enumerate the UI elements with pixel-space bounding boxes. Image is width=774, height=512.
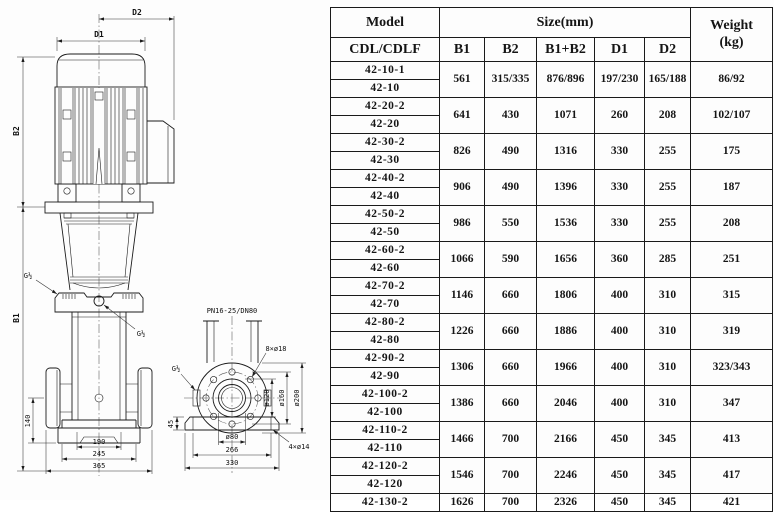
value-cell-b1b2: 1886 <box>537 314 595 350</box>
table-row <box>331 422 773 440</box>
spec-table-wrap <box>330 7 773 512</box>
model-cell: 42-40-2 <box>331 170 440 188</box>
dia-200-label: ø200 <box>293 389 301 407</box>
header-model: Model <box>331 8 440 38</box>
dim-266-label: 266 <box>225 446 239 454</box>
pipe-section <box>203 321 262 363</box>
terminal-box <box>147 121 174 183</box>
value-cell-d1: 330 <box>595 206 645 242</box>
model-cell: 42-50 <box>331 224 440 242</box>
value-cell-weight: 187 <box>691 170 773 206</box>
value-cell-b1b2: 2326 <box>537 494 595 512</box>
value-cell-b1b2: 1536 <box>537 206 595 242</box>
value-cell-b1: 1066 <box>440 242 485 278</box>
table-row <box>331 314 773 332</box>
value-cell-weight: 319 <box>691 314 773 350</box>
dim-d1-label: D1 <box>94 30 104 39</box>
value-cell-b2: 590 <box>485 242 537 278</box>
value-cell-weight: 413 <box>691 422 773 458</box>
model-cell: 42-120-2 <box>331 458 440 476</box>
value-cell-d1: 450 <box>595 422 645 458</box>
value-cell-b1: 561 <box>440 62 485 98</box>
value-cell-b2: 660 <box>485 278 537 314</box>
value-cell-d1: 400 <box>595 350 645 386</box>
dim-140-label: 140 <box>24 414 32 428</box>
value-cell-d2: 255 <box>645 134 691 170</box>
value-cell-b1: 1546 <box>440 458 485 494</box>
value-cell-d2: 345 <box>645 422 691 458</box>
value-cell-b1: 1226 <box>440 314 485 350</box>
value-cell-d1: 400 <box>595 314 645 350</box>
table-row <box>331 170 773 188</box>
value-cell-b1b2: 2046 <box>537 386 595 422</box>
value-cell-b1b2: 2166 <box>537 422 595 458</box>
model-cell: 42-30 <box>331 152 440 170</box>
table-header-row-1 <box>331 8 773 38</box>
model-cell: 42-120 <box>331 476 440 494</box>
value-cell-b2: 660 <box>485 386 537 422</box>
value-cell-d2: 310 <box>645 278 691 314</box>
model-cell: 42-10 <box>331 80 440 98</box>
dim-b2-label: B2 <box>12 126 21 136</box>
table-row <box>331 98 773 116</box>
flange-spec-label: PN16-25/DN80 <box>206 307 258 315</box>
table-row <box>331 494 773 512</box>
dia-120-label: ø120 <box>263 389 271 407</box>
table-row <box>331 350 773 368</box>
header-d2: D2 <box>645 38 691 62</box>
value-cell-d1: 400 <box>595 278 645 314</box>
value-cell-d1: 330 <box>595 134 645 170</box>
table-row <box>331 242 773 260</box>
value-cell-d2: 255 <box>645 206 691 242</box>
value-cell-b1b2: 1966 <box>537 350 595 386</box>
value-cell-b2: 660 <box>485 314 537 350</box>
header-weight-unit: (kg) <box>719 34 744 50</box>
bolt-holes-label: 8×ø18 <box>265 345 287 353</box>
motor-body <box>55 87 147 184</box>
value-cell-weight: 421 <box>691 494 773 512</box>
value-cell-weight: 323/343 <box>691 350 773 386</box>
table-row <box>331 386 773 404</box>
value-cell-b1: 826 <box>440 134 485 170</box>
value-cell-weight: 417 <box>691 458 773 494</box>
header-b2: B2 <box>485 38 537 62</box>
model-cell: 42-90 <box>331 368 440 386</box>
model-cell: 42-30-2 <box>331 134 440 152</box>
header-b1: B1 <box>440 38 485 62</box>
model-cell: 42-80-2 <box>331 314 440 332</box>
header-size: Size(mm) <box>440 8 691 38</box>
value-cell-d1: 360 <box>595 242 645 278</box>
model-cell: 42-50-2 <box>331 206 440 224</box>
value-cell-weight: 315 <box>691 278 773 314</box>
model-cell: 42-20-2 <box>331 98 440 116</box>
value-cell-b1b2: 1656 <box>537 242 595 278</box>
plug-label-side: G½ <box>136 330 146 338</box>
model-cell: 42-70-2 <box>331 278 440 296</box>
value-cell-b2: 700 <box>485 422 537 458</box>
dim-45-label: 45 <box>167 419 175 429</box>
spec-table <box>330 7 773 512</box>
model-cell: 42-10-1 <box>331 62 440 80</box>
value-cell-b1: 1306 <box>440 350 485 386</box>
value-cell-d2: 310 <box>645 350 691 386</box>
value-cell-d2: 310 <box>645 314 691 350</box>
model-cell: 42-100 <box>331 404 440 422</box>
value-cell-d1: 197/230 <box>595 62 645 98</box>
value-cell-b1: 1146 <box>440 278 485 314</box>
value-cell-weight: 347 <box>691 386 773 422</box>
dim-365-label: 365 <box>92 462 106 470</box>
value-cell-d2: 310 <box>645 386 691 422</box>
value-cell-b1b2: 1316 <box>537 134 595 170</box>
value-cell-d2: 165/188 <box>645 62 691 98</box>
value-cell-weight: 175 <box>691 134 773 170</box>
base-holes-label: 4×ø14 <box>288 443 310 451</box>
dim-d2-label: D2 <box>132 8 142 17</box>
model-cell: 42-80 <box>331 332 440 350</box>
model-cell: 42-100-2 <box>331 386 440 404</box>
value-cell-weight: 251 <box>691 242 773 278</box>
table-row <box>331 62 773 80</box>
model-cell: 42-20 <box>331 116 440 134</box>
model-cell: 42-90-2 <box>331 350 440 368</box>
table-row <box>331 278 773 296</box>
value-cell-b2: 490 <box>485 170 537 206</box>
value-cell-d1: 450 <box>595 494 645 512</box>
table-row <box>331 134 773 152</box>
value-cell-b2: 700 <box>485 458 537 494</box>
value-cell-b1: 1386 <box>440 386 485 422</box>
dim-245-label: 245 <box>92 450 106 458</box>
value-cell-d2: 285 <box>645 242 691 278</box>
value-cell-d1: 450 <box>595 458 645 494</box>
model-cell: 42-40 <box>331 188 440 206</box>
value-cell-b1b2: 2246 <box>537 458 595 494</box>
value-cell-b2: 700 <box>485 494 537 512</box>
motor-top-cap <box>57 54 145 87</box>
dia-80-label: ø80 <box>225 433 239 441</box>
value-cell-b1b2: 1396 <box>537 170 595 206</box>
model-cell: 42-130-2 <box>331 494 440 512</box>
value-cell-b1b2: 1806 <box>537 278 595 314</box>
header-d1: D1 <box>595 38 645 62</box>
model-cell: 42-70 <box>331 296 440 314</box>
table-row <box>331 206 773 224</box>
front-view <box>12 8 174 476</box>
value-cell-b2: 315/335 <box>485 62 537 98</box>
value-cell-d1: 260 <box>595 98 645 134</box>
value-cell-d1: 400 <box>595 386 645 422</box>
value-cell-d1: 330 <box>595 170 645 206</box>
value-cell-b1b2: 1071 <box>537 98 595 134</box>
value-cell-b1: 1466 <box>440 422 485 458</box>
value-cell-d2: 255 <box>645 170 691 206</box>
value-cell-b1b2: 876/896 <box>537 62 595 98</box>
value-cell-b2: 550 <box>485 206 537 242</box>
model-cell: 42-110 <box>331 440 440 458</box>
plug-label-top: G½ <box>23 272 33 280</box>
value-cell-b2: 430 <box>485 98 537 134</box>
value-cell-b2: 660 <box>485 350 537 386</box>
value-cell-b1: 986 <box>440 206 485 242</box>
value-cell-d2: 208 <box>645 98 691 134</box>
value-cell-b1: 1626 <box>440 494 485 512</box>
header-model-sub: CDL/CDLF <box>331 38 440 62</box>
value-cell-b1: 906 <box>440 170 485 206</box>
pump-head <box>24 272 145 338</box>
plan-view <box>167 307 310 473</box>
header-weight <box>691 8 773 62</box>
pump-technical-drawing <box>0 0 330 500</box>
dim-190-label: 190 <box>92 438 106 446</box>
value-cell-d2: 345 <box>645 494 691 512</box>
model-cell: 42-110-2 <box>331 422 440 440</box>
model-cell: 42-60-2 <box>331 242 440 260</box>
header-weight-label: Weight <box>710 18 753 34</box>
value-cell-d2: 345 <box>645 458 691 494</box>
value-cell-b1: 641 <box>440 98 485 134</box>
spec-table-body <box>331 62 773 512</box>
value-cell-weight: 102/107 <box>691 98 773 134</box>
plan-plug-label: G½ <box>171 365 181 373</box>
value-cell-b2: 490 <box>485 134 537 170</box>
model-cell: 42-60 <box>331 260 440 278</box>
dia-160-label: ø160 <box>278 389 286 407</box>
dim-330-label: 330 <box>225 459 239 467</box>
table-row <box>331 458 773 476</box>
dim-b1-label: B1 <box>12 313 21 323</box>
header-b1b2: B1+B2 <box>537 38 595 62</box>
value-cell-weight: 208 <box>691 206 773 242</box>
value-cell-weight: 86/92 <box>691 62 773 98</box>
